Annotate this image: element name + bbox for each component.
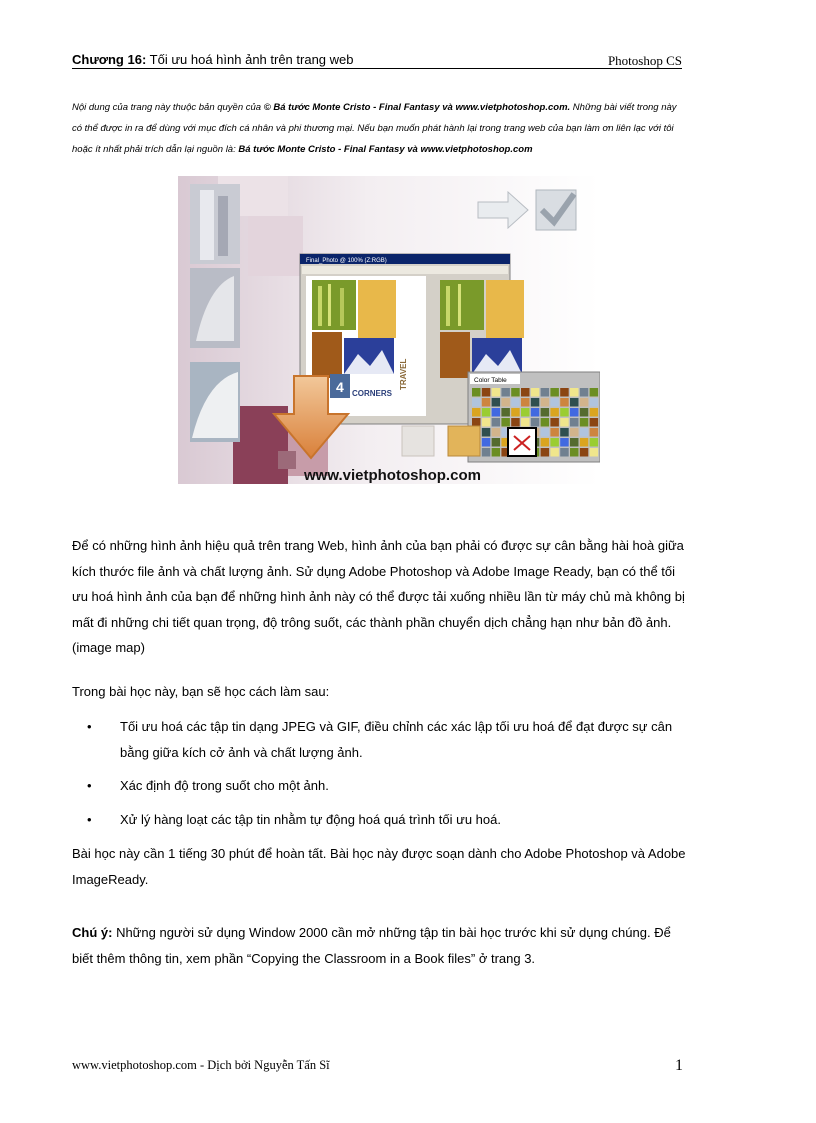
- color-swatch: [492, 418, 501, 427]
- note-label: Chú ý:: [72, 925, 113, 940]
- color-swatch: [521, 408, 530, 417]
- bullet-dot: •: [87, 719, 92, 734]
- color-swatch: [590, 388, 599, 397]
- collage-optimized: [440, 280, 524, 378]
- color-swatch: [501, 408, 510, 417]
- color-swatch: [580, 398, 589, 407]
- list-item-text: Xác định độ trong suốt cho một ảnh.: [120, 778, 329, 793]
- color-swatch: [511, 418, 520, 427]
- list-item: [72, 773, 692, 799]
- color-swatch: [482, 418, 491, 427]
- color-swatch: [570, 428, 579, 437]
- color-swatch: [492, 448, 501, 457]
- color-swatch: [482, 428, 491, 437]
- note-paragraph: [72, 920, 692, 971]
- color-swatch: [521, 388, 530, 397]
- color-swatch: [541, 428, 550, 437]
- bottom-icons: [402, 426, 536, 456]
- hero-illustration: [178, 176, 600, 484]
- color-swatch: [541, 448, 550, 457]
- color-swatch: [560, 408, 569, 417]
- color-swatch: [541, 408, 550, 417]
- color-swatch: [531, 418, 540, 427]
- copyright-text-1: Nội dung của trang này thuộc bản quyền của: [72, 102, 264, 113]
- copyright-notice: [72, 97, 684, 160]
- color-swatch: [590, 438, 599, 447]
- color-swatch: [472, 408, 481, 417]
- thumbnail-2: [190, 268, 240, 348]
- chapter-title: Tối ưu hoá hình ảnh trên trang web: [146, 52, 354, 67]
- color-swatch: [482, 408, 491, 417]
- duration-paragraph: Bài học này cần 1 tiếng 30 phút để hoàn tất. Bài học này được soạn dành cho Adobe Photoshop và Adobe ImageReady.: [72, 846, 686, 887]
- color-swatch: [580, 388, 589, 397]
- color-swatch: [590, 428, 599, 437]
- color-swatch: [550, 448, 559, 457]
- corners-label: CORNERS: [352, 389, 393, 398]
- color-swatch: [590, 408, 599, 417]
- color-swatch: [492, 428, 501, 437]
- list-item-text: Tối ưu hoá các tập tin dạng JPEG và GIF, điều chỉnh các xác lập tối ưu hoá để đạt được sự cân bằng giữa kích cở ảnh và chất lượng ảnh.: [120, 719, 673, 760]
- list-item: [72, 714, 692, 765]
- color-swatch: [590, 448, 599, 457]
- lesson-intro: Trong bài học này, bạn sẽ học cách làm sau:: [72, 684, 330, 699]
- color-swatch: [550, 438, 559, 447]
- color-swatch: [541, 418, 550, 427]
- color-swatch: [550, 418, 559, 427]
- thumbnail-3: [190, 362, 240, 442]
- color-swatch: [492, 408, 501, 417]
- color-swatch: [482, 398, 491, 407]
- color-swatch: [472, 388, 481, 397]
- color-swatch: [560, 388, 569, 397]
- color-table-label: Color Table: [474, 377, 507, 384]
- color-swatch: [511, 398, 520, 407]
- color-swatch: [531, 408, 540, 417]
- hero-watermark: www.vietphotoshop.com: [304, 467, 481, 484]
- chapter-label: Chương 16:: [72, 52, 147, 67]
- color-swatch: [531, 388, 540, 397]
- checkmark-icon: [536, 190, 576, 230]
- travel-label: TRAVEL: [399, 358, 408, 390]
- bg-tile: [248, 216, 303, 276]
- color-swatch: [570, 448, 579, 457]
- color-swatch: [560, 398, 569, 407]
- page-number: 1: [675, 1057, 683, 1074]
- color-swatch: [492, 388, 501, 397]
- color-swatch: [521, 418, 530, 427]
- color-swatch: [511, 388, 520, 397]
- intro-paragraph: Để có những hình ảnh hiệu quả trên trang Web, hình ảnh của bạn phải có được sự cân bằng hài hoà giữa kích thước file ảnh và chất lượng ảnh. Sử dụng Adobe Photoshop và Adobe Image Ready, bạn có thể tối ưu hoá hình ảnh của bạn để những hình ảnh này có thể được tải xuống nhiều lần từ máy chủ mà không bị mất đi những chi tiết quan trọng, độ trông suốt, các thành phần chuyển dịch chẳng hạn như bản đồ ảnh. (image map): [72, 538, 685, 655]
- color-swatch: [570, 408, 579, 417]
- color-swatch: [472, 398, 481, 407]
- color-swatch: [492, 438, 501, 447]
- color-swatch: [550, 428, 559, 437]
- color-swatch: [501, 388, 510, 397]
- color-swatch: [560, 438, 569, 447]
- color-swatch: [560, 428, 569, 437]
- chapter-heading: [72, 52, 354, 67]
- corners-number: 4: [336, 379, 344, 395]
- color-swatch: [580, 418, 589, 427]
- color-swatch: [541, 388, 550, 397]
- color-swatch: [482, 448, 491, 457]
- list-item-text: Xử lý hàng loạt các tập tin nhằm tự động hoá quá trình tối ưu hoá.: [120, 811, 501, 827]
- color-swatch: [590, 398, 599, 407]
- thumbnail-1: [190, 184, 240, 264]
- color-swatch: [550, 398, 559, 407]
- color-swatch: [580, 408, 589, 417]
- color-swatch: [482, 388, 491, 397]
- color-swatch: [560, 448, 569, 457]
- note-text: Những người sử dụng Window 2000 cần mở những tập tin bài học trước khi sử dụng chúng. Để biết thêm thông tin, xem phần “Copying the Classroom in a Book files” ở trang 3.: [72, 925, 671, 966]
- color-swatch: [580, 428, 589, 437]
- color-swatch: [531, 398, 540, 407]
- color-swatch: [550, 388, 559, 397]
- bullet-dot: •: [87, 778, 92, 793]
- color-swatch: [501, 398, 510, 407]
- copyright-text-2: Những bài viết trong này có thể được in ra để dùng với mục đích cá nhân và phi thương mại. Nếu bạn muốn phát hành lại trong trang web của bạn làm ơn liên lạc với tôi hoặc ít nhất phải trích dẫn lại nguồn là:: [72, 102, 677, 155]
- copyright-owner-1: © Bá tước Monte Cristo - Final Fantasy và www.vietphotoshop.com.: [263, 102, 571, 113]
- color-swatch: [482, 438, 491, 447]
- color-swatch: [570, 418, 579, 427]
- color-swatch: [492, 398, 501, 407]
- color-swatch: [570, 438, 579, 447]
- color-swatch: [580, 448, 589, 457]
- color-swatch: [560, 418, 569, 427]
- page-header: [72, 50, 682, 69]
- small-block: [278, 451, 296, 469]
- color-swatch: [511, 408, 520, 417]
- color-swatch: [541, 398, 550, 407]
- copyright-owner-2: Bá tước Monte Cristo - Final Fantasy và www.vietphotoshop.com: [238, 144, 533, 155]
- color-swatch: [590, 418, 599, 427]
- bullet-dot: •: [87, 811, 92, 827]
- window-title: Final_Photo @ 100% (Z:RGB): [306, 258, 387, 264]
- color-swatch: [570, 398, 579, 407]
- color-swatch: [570, 388, 579, 397]
- color-swatch: [550, 408, 559, 417]
- color-swatch: [580, 438, 589, 447]
- footer-credit: www.vietphotoshop.com - Dịch bởi Nguyễn Tấn Sĩ: [72, 1058, 330, 1072]
- product-name: Photoshop CS: [607, 53, 682, 68]
- color-swatch: [501, 418, 510, 427]
- list-item: [72, 807, 692, 833]
- color-swatch: [541, 438, 550, 447]
- color-swatch: [521, 398, 530, 407]
- objectives-list: [72, 714, 692, 840]
- color-swatch: [472, 418, 481, 427]
